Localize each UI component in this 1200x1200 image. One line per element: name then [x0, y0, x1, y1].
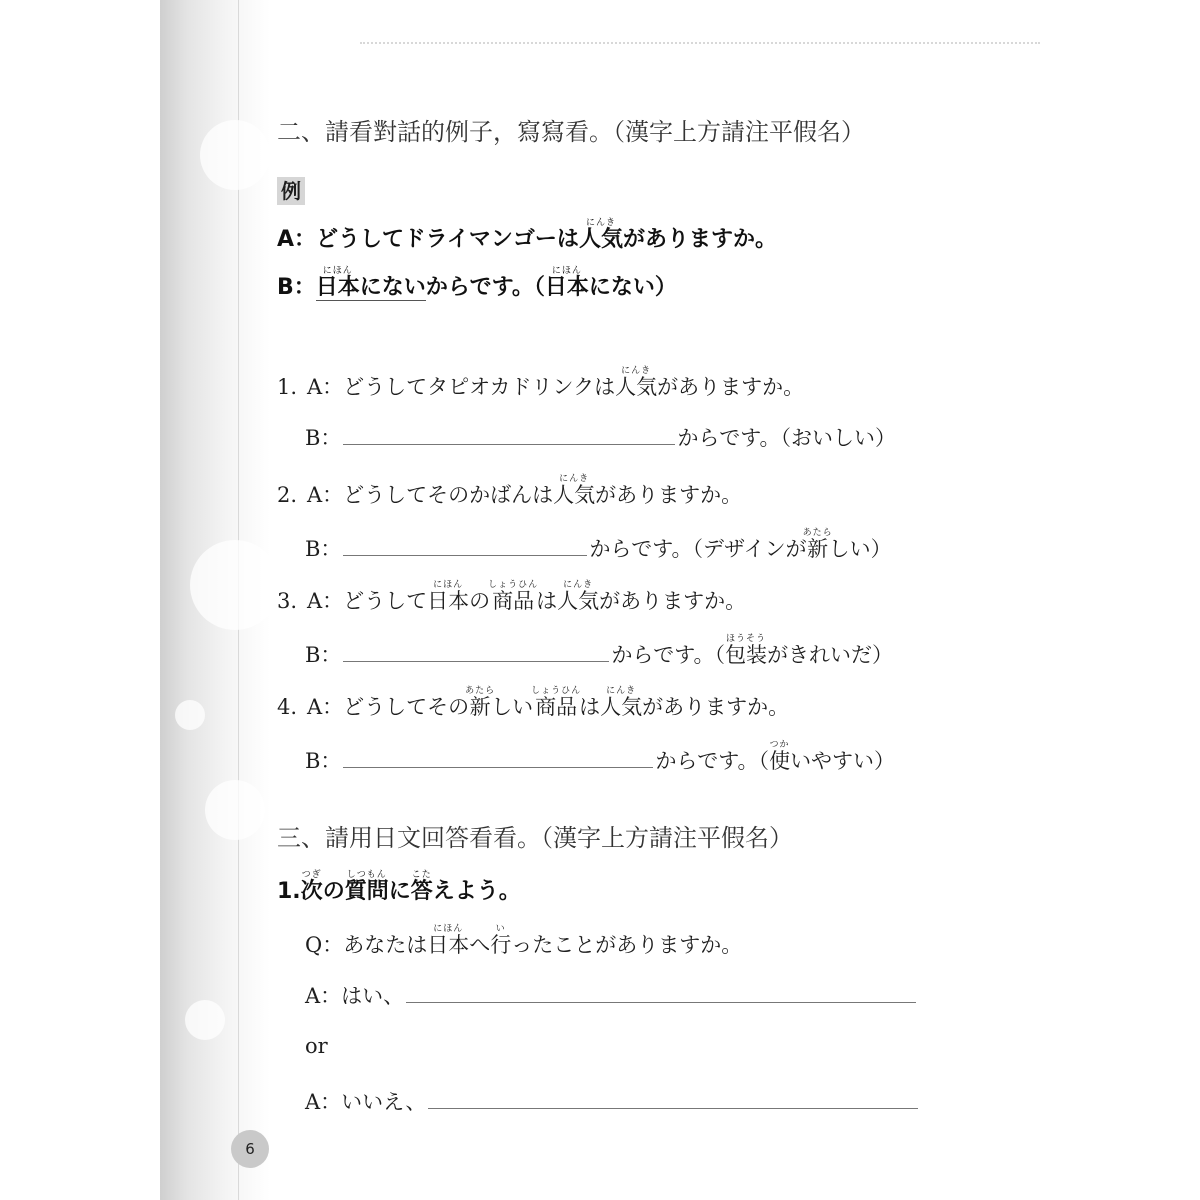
- ruby-word: [427, 924, 470, 957]
- bokeh-light: [200, 120, 270, 190]
- kanji: 人気: [615, 375, 658, 399]
- answer-hint: からです。（: [655, 749, 770, 773]
- furigana: しょうひん: [488, 580, 539, 590]
- answer-blank[interactable]: [343, 533, 587, 556]
- ruby-word: [578, 218, 623, 252]
- question-text: Q：あなたは: [305, 933, 428, 957]
- kanji: 質問: [344, 879, 389, 904]
- furigana: にほん: [427, 580, 470, 590]
- answer-label: B：: [305, 643, 342, 667]
- ruby-word: [531, 686, 582, 719]
- sub-text: えよう。: [432, 879, 521, 904]
- item-2-question: [277, 474, 742, 509]
- kanji: 人気: [600, 695, 643, 719]
- answer-hint: からです。（デザインが: [589, 537, 807, 561]
- kanji: 日本: [427, 933, 470, 957]
- furigana: つぎ: [300, 870, 323, 880]
- furigana: にんき: [578, 218, 623, 228]
- furigana: あたら: [465, 686, 496, 696]
- example-answer: [315, 266, 426, 301]
- kanji: 人気: [553, 483, 596, 507]
- section3-subheading: [277, 870, 521, 905]
- answer-label: B：: [305, 426, 342, 450]
- furigana: にんき: [557, 580, 600, 590]
- ruby-word: [465, 686, 496, 719]
- answer-label: B：: [305, 749, 342, 773]
- item-4-question: [277, 686, 789, 721]
- bokeh-light: [185, 1000, 225, 1040]
- question-text: へ: [469, 933, 491, 957]
- furigana: にんき: [553, 474, 596, 484]
- sub-text: に: [388, 879, 411, 904]
- answer-yes-label: A：はい、: [305, 984, 405, 1008]
- kanji: 使: [769, 749, 791, 773]
- question-text: しい: [491, 695, 534, 719]
- ruby-word: [544, 266, 589, 300]
- ruby-word: [490, 924, 512, 957]
- kanji: 行: [490, 933, 512, 957]
- bokeh-light: [175, 700, 205, 730]
- furigana: にほん: [427, 924, 470, 934]
- example-a-text: A：どうしてドライマンゴーは: [277, 227, 579, 252]
- item-1-answer: [305, 422, 896, 452]
- furigana: あたら: [802, 528, 833, 538]
- answer-hint: しい）: [828, 537, 892, 561]
- ruby-word: [410, 870, 433, 904]
- item-3-answer: [305, 634, 893, 669]
- question-text: がありますか。: [657, 375, 805, 399]
- sub-number: 1.: [277, 879, 301, 904]
- item-1-question: [277, 366, 804, 401]
- example-label: [277, 175, 305, 204]
- question-text: A：どうしてそのかばんは: [307, 483, 554, 507]
- ruby-word: [615, 366, 658, 399]
- answer-no-label: A：いいえ、: [305, 1090, 427, 1114]
- kanji: 人気: [578, 227, 623, 252]
- answer-yes-line: [305, 980, 918, 1010]
- kanji: 人気: [557, 589, 600, 613]
- or-text: or: [305, 1034, 328, 1058]
- bokeh-light: [190, 540, 280, 630]
- kanji: 答: [410, 879, 433, 904]
- answer-label: B：: [305, 537, 342, 561]
- section3-question: [305, 924, 742, 959]
- item-number: 3.: [277, 589, 298, 613]
- kanji: 日本: [544, 275, 589, 300]
- question-text: がありますか。: [642, 695, 790, 719]
- item-3-question: [277, 580, 746, 615]
- question-text: がありますか。: [599, 589, 747, 613]
- furigana: こた: [410, 870, 433, 880]
- furigana: にんき: [600, 686, 643, 696]
- furigana: ほうそう: [725, 634, 768, 644]
- answer-hint: からです。（おいしい）: [677, 426, 897, 450]
- header-decoration: [360, 26, 1040, 44]
- example-b-label: B：: [277, 275, 316, 300]
- question-text: は: [579, 695, 601, 719]
- answer-blank[interactable]: [343, 422, 675, 445]
- answer-blank[interactable]: [406, 980, 916, 1003]
- item-number: 1.: [277, 375, 298, 399]
- furigana: い: [490, 924, 512, 934]
- item-2-answer: [305, 528, 892, 563]
- furigana: にんき: [615, 366, 658, 376]
- question-text: の: [469, 589, 491, 613]
- sub-text: の: [322, 879, 345, 904]
- ruby-word: [600, 686, 643, 719]
- furigana: つか: [769, 740, 791, 750]
- kanji: 包装: [725, 643, 768, 667]
- kanji: 日本: [427, 589, 470, 613]
- furigana: にほん: [544, 266, 589, 276]
- question-text: ったことがありますか。: [511, 933, 743, 957]
- ruby-word: [802, 528, 833, 561]
- kanji: 商品: [531, 695, 582, 719]
- furigana: しつもん: [344, 870, 389, 880]
- answer-blank[interactable]: [428, 1086, 918, 1109]
- question-text: A：どうして: [307, 589, 428, 613]
- item-number: 4.: [277, 695, 298, 719]
- ruby-word: [427, 580, 470, 613]
- answer-blank[interactable]: [343, 639, 609, 662]
- furigana: にほん: [315, 266, 360, 276]
- kanji: 新: [802, 537, 833, 561]
- section3-heading: 三、請用日文回答看看。（漢字上方請注平假名）: [277, 824, 793, 852]
- question-text: A：どうしてタピオカドリンクは: [307, 375, 616, 399]
- answer-hint: いやすい）: [790, 749, 896, 773]
- question-text: A：どうしてその: [307, 695, 470, 719]
- ruby-word: [300, 870, 323, 904]
- example-a-suffix: がありますか。: [622, 227, 777, 252]
- answer-blank[interactable]: [343, 745, 653, 768]
- example-line-b: [277, 266, 677, 301]
- example-b-hint: にない）: [588, 275, 677, 300]
- ruby-word: [553, 474, 596, 507]
- example-label-text: 例: [277, 177, 305, 205]
- answer-hint: がきれいだ）: [767, 643, 894, 667]
- furigana: しょうひん: [531, 686, 582, 696]
- kanji: 次: [300, 879, 323, 904]
- question-text: がありますか。: [595, 483, 743, 507]
- ruby-word: [725, 634, 768, 667]
- item-4-answer: [305, 740, 895, 775]
- example-b-mid: からです。（: [425, 275, 545, 300]
- bokeh-light: [205, 780, 265, 840]
- ruby-word: [557, 580, 600, 613]
- answer-hint: からです。（: [611, 643, 726, 667]
- kanji: 日本: [315, 275, 360, 300]
- section2-heading: 二、請看對話的例子，寫寫看。（漢字上方請注平假名）: [277, 118, 865, 146]
- question-text: は: [536, 589, 558, 613]
- answer-rest: にない: [359, 275, 426, 300]
- kanji: 新: [465, 695, 496, 719]
- page-number-badge: 6: [231, 1130, 269, 1168]
- kanji: 商品: [488, 589, 539, 613]
- ruby-word: [488, 580, 539, 613]
- ruby-word: [315, 266, 360, 300]
- ruby-word: [344, 870, 389, 904]
- ruby-word: [769, 740, 791, 773]
- item-number: 2.: [277, 483, 298, 507]
- example-line-a: [277, 218, 777, 253]
- answer-no-line: [305, 1086, 920, 1116]
